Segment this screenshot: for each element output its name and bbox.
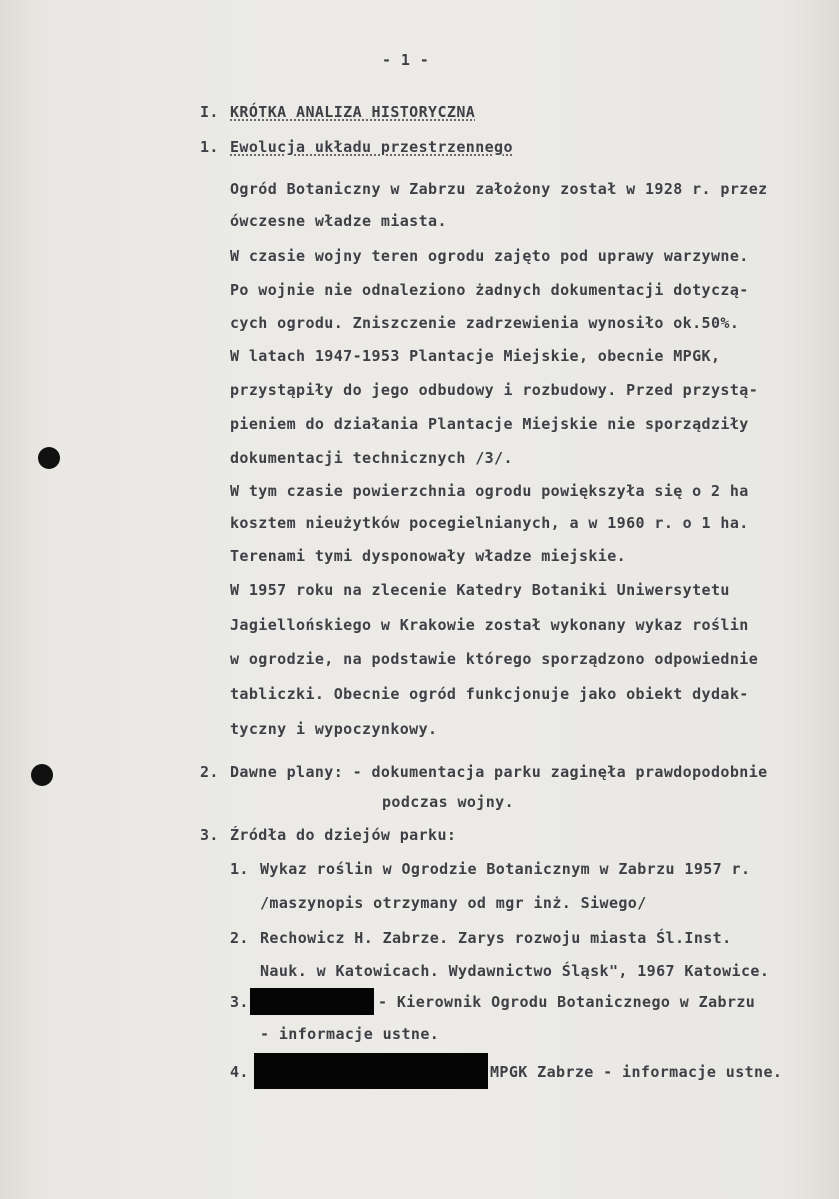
- page-number: - 1 -: [382, 51, 430, 69]
- body-line: w ogrodzie, na podstawie którego sporządzono odpowiednie: [230, 650, 759, 668]
- source-4-line1: MPGK Zabrze - informacje ustne.: [490, 1063, 783, 1081]
- source-1-line2: /maszynopis otrzymany od mgr inż. Siwego/: [260, 894, 647, 912]
- body-line: cych ogrodu. Zniszczenie zadrzewienia wynosiło ok.50%.: [230, 314, 740, 332]
- body-line: tabliczki. Obecnie ogród funkcjonuje jako obiekt dydak-: [230, 685, 749, 703]
- source-1-line1: Wykaz roślin w Ogrodzie Botanicznym w Zabrzu 1957 r.: [260, 860, 751, 878]
- body-line: przystąpiły do jego odbudowy i rozbudowy. Przed przystą-: [230, 381, 759, 399]
- body-line: W 1957 roku na zlecenie Katedry Botaniki Uniwersytetu: [230, 581, 730, 599]
- body-line: W latach 1947-1953 Plantacje Miejskie, obecnie MPGK,: [230, 347, 721, 365]
- source-2-line2: Nauk. w Katowicach. Wydawnictwo Śląsk", 1967 Katowice.: [260, 962, 770, 980]
- section-heading-title: KRÓTKA ANALIZA HISTORYCZNA: [230, 103, 476, 121]
- body-line: kosztem nieużytków pocegielnianych, a w 1960 r. o 1 ha.: [230, 514, 749, 532]
- subsection-1-title: Ewolucja układu przestrzennego: [230, 138, 513, 156]
- source-3-line1: - Kierownik Ogrodu Botanicznego w Zabrzu: [378, 993, 756, 1011]
- punch-hole-upper: [38, 447, 60, 469]
- body-line: W czasie wojny teren ogrodu zajęto pod uprawy warzywne.: [230, 247, 749, 265]
- body-line: Terenami tymi dysponowały władze miejskie.: [230, 547, 627, 565]
- body-line: Po wojnie nie odnaleziono żadnych dokumentacji dotyczą-: [230, 281, 749, 299]
- source-2-number: 2.: [230, 929, 249, 947]
- body-line: W tym czasie powierzchnia ogrodu powiększyła się o 2 ha: [230, 482, 749, 500]
- subsection-1-number: 1.: [200, 138, 219, 156]
- body-line: Jagiellońskiego w Krakowie został wykonany wykaz roślin: [230, 616, 749, 634]
- subsection-2-line1: Dawne plany: - dokumentacja parku zaginęła prawdopodobnie: [230, 763, 768, 781]
- subsection-3-number: 3.: [200, 826, 219, 844]
- subsection-2-line2: podczas wojny.: [382, 793, 515, 811]
- source-4-number: 4.: [230, 1063, 249, 1081]
- body-line: ówczesne władze miasta.: [230, 212, 447, 230]
- source-3-number: 3.: [230, 993, 249, 1011]
- body-line: tyczny i wypoczynkowy.: [230, 720, 438, 738]
- source-3-line2: - informacje ustne.: [260, 1025, 440, 1043]
- source-2-line1: Rechowicz H. Zabrze. Zarys rozwoju miasta Śl.Inst.: [260, 929, 732, 947]
- body-line: pieniem do działania Plantacje Miejskie nie sporządziły: [230, 415, 749, 433]
- subsection-3-title: Źródła do dziejów parku:: [230, 826, 457, 844]
- source-1-number: 1.: [230, 860, 249, 878]
- section-heading-number: I.: [200, 103, 219, 121]
- punch-hole-lower: [31, 764, 53, 786]
- body-line: dokumentacji technicznych /3/.: [230, 449, 513, 467]
- subsection-2-number: 2.: [200, 763, 219, 781]
- body-line: Ogród Botaniczny w Zabrzu założony został w 1928 r. przez: [230, 180, 768, 198]
- redaction-bar: [250, 988, 374, 1015]
- redaction-bar: [254, 1053, 488, 1089]
